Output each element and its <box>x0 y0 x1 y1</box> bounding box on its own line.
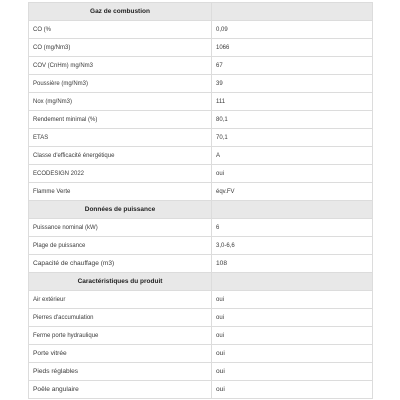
section-title: Gaz de combustion <box>29 3 212 21</box>
row-value: oui <box>212 345 373 363</box>
row-label: Porte vitrée <box>29 345 212 363</box>
section-header-blank <box>212 3 373 21</box>
row-value: oui <box>212 291 373 309</box>
row-label: Nox (mg/Nm3) <box>29 93 212 111</box>
row-value: oui <box>212 165 373 183</box>
table-row <box>29 57 373 75</box>
row-value: 1066 <box>212 39 373 57</box>
row-label: Ferme porte hydraulique <box>29 327 212 345</box>
row-value: oui <box>212 327 373 345</box>
table-row <box>29 21 373 39</box>
row-label: Flamme Verte <box>29 183 212 201</box>
table-row <box>29 219 373 237</box>
row-value: oui <box>212 309 373 327</box>
table-row <box>29 327 373 345</box>
row-label: ECODESIGN 2022 <box>29 165 212 183</box>
table-row <box>29 345 373 363</box>
specs-sheet <box>28 2 372 399</box>
row-value: 6 <box>212 219 373 237</box>
table-row <box>29 237 373 255</box>
row-value: oui <box>212 363 373 381</box>
row-label: Poêle angulaire <box>29 381 212 399</box>
row-label: Pieds réglables <box>29 363 212 381</box>
row-label: COV (CnHm) mg/Nm3 <box>29 57 212 75</box>
row-value: 70,1 <box>212 129 373 147</box>
section-title: Caractéristiques du produit <box>29 273 212 291</box>
table-row <box>29 93 373 111</box>
table-row <box>29 111 373 129</box>
row-value: 67 <box>212 57 373 75</box>
row-label: Rendement minimal (%) <box>29 111 212 129</box>
table-row <box>29 75 373 93</box>
row-value: 108 <box>212 255 373 273</box>
row-label: Classe d'efficacité énergétique <box>29 147 212 165</box>
row-value: 39 <box>212 75 373 93</box>
row-label: Poussière (mg/Nm3) <box>29 75 212 93</box>
row-label: Air extérieur <box>29 291 212 309</box>
table-row <box>29 291 373 309</box>
section-header-caracteristiques-du-produit <box>29 273 373 291</box>
table-row <box>29 147 373 165</box>
row-value: éqv.FV <box>212 183 373 201</box>
row-value: 3,0-6,6 <box>212 237 373 255</box>
table-row <box>29 129 373 147</box>
section-title: Données de puissance <box>29 201 212 219</box>
row-label: Capacité de chauffage (m3) <box>29 255 212 273</box>
row-label: Plage de puissance <box>29 237 212 255</box>
row-label: Puissance nominal (kW) <box>29 219 212 237</box>
table-row <box>29 165 373 183</box>
table-row <box>29 39 373 57</box>
table-row <box>29 255 373 273</box>
table-row <box>29 363 373 381</box>
section-header-gaz-de-combustion <box>29 3 373 21</box>
table-row <box>29 183 373 201</box>
row-label: ETAS <box>29 129 212 147</box>
section-header-blank <box>212 201 373 219</box>
row-label: CO (% <box>29 21 212 39</box>
row-value: A <box>212 147 373 165</box>
row-value: 80,1 <box>212 111 373 129</box>
row-label: Pierres d'accumulation <box>29 309 212 327</box>
table-row <box>29 309 373 327</box>
table-row <box>29 381 373 399</box>
specs-table <box>28 2 373 399</box>
row-value: oui <box>212 381 373 399</box>
row-label: CO (mg/Nm3) <box>29 39 212 57</box>
section-header-donnees-de-puissance <box>29 201 373 219</box>
row-value: 0,09 <box>212 21 373 39</box>
row-value: 111 <box>212 93 373 111</box>
section-header-blank <box>212 273 373 291</box>
